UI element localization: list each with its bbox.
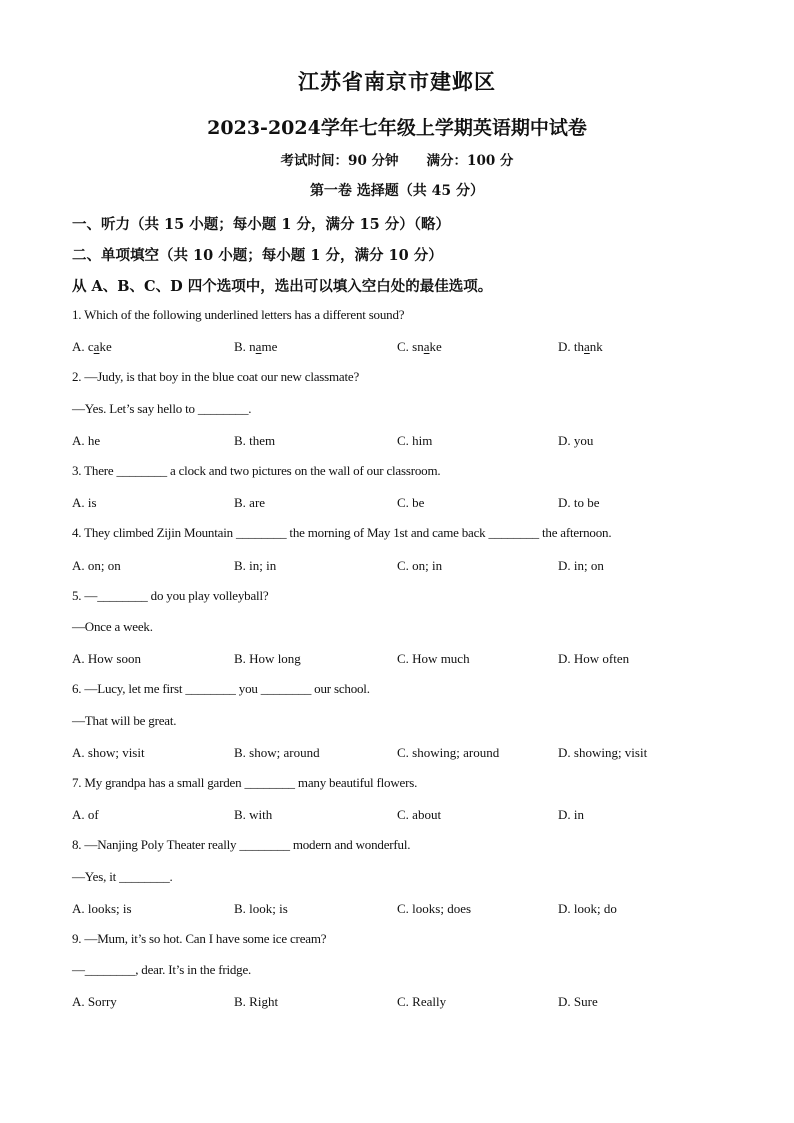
exam-title: 2023-2024学年七年级上学期英语期中试卷 xyxy=(207,117,587,139)
option-a[interactable]: A. he xyxy=(72,433,101,448)
options-row xyxy=(72,558,752,576)
options-row xyxy=(72,807,752,825)
option-d[interactable]: D. in xyxy=(558,807,584,822)
option-b[interactable]: B. name xyxy=(234,339,278,354)
option-d[interactable]: D. you xyxy=(558,433,594,448)
options-row xyxy=(72,745,752,763)
option-a[interactable]: A. looks; is xyxy=(72,901,132,916)
option-c[interactable]: C. about xyxy=(397,807,442,822)
option-b[interactable]: B. them xyxy=(234,433,276,448)
question-stem: 9. —Mum, it’s so hot. Can I have some ice cream? xyxy=(72,931,327,946)
options-row xyxy=(72,651,752,669)
question-stem: 6. —Lucy, let me first ________ you ________ our school. xyxy=(72,681,370,696)
option-a[interactable]: A. Sorry xyxy=(72,994,117,1009)
option-c[interactable]: C. snake xyxy=(397,339,442,354)
option-c[interactable]: C. looks; does xyxy=(397,901,472,916)
exam-score: 满分：100 分 xyxy=(426,153,514,169)
question-dialogue-line: —Once a week. xyxy=(72,619,153,634)
option-a[interactable]: A. cake xyxy=(72,339,112,354)
underlined-letter: a xyxy=(584,339,590,354)
option-d[interactable]: D. showing; visit xyxy=(558,745,648,760)
exam-region-title: 江苏省南京市建邺区 xyxy=(298,69,496,94)
option-d[interactable]: D. to be xyxy=(558,495,600,510)
underlined-letter: a xyxy=(93,339,100,354)
option-b[interactable]: B. Right xyxy=(234,994,279,1009)
question-stem: 8. —Nanjing Poly Theater really ________ modern and wonderful. xyxy=(72,837,411,852)
question-dialogue-line: —________, dear. It’s in the fridge. xyxy=(72,962,252,977)
question-dialogue-line: —Yes, it ________. xyxy=(72,869,173,884)
option-c[interactable]: C. on; in xyxy=(397,558,443,573)
question-dialogue-line: —That will be great. xyxy=(72,713,177,728)
option-b[interactable]: B. are xyxy=(234,495,266,510)
question-dialogue-line: —Yes. Let’s say hello to ________. xyxy=(72,401,252,416)
option-a[interactable]: A. is xyxy=(72,495,97,510)
option-d[interactable]: D. in; on xyxy=(558,558,604,573)
option-a[interactable]: A. show; visit xyxy=(72,745,145,760)
section-listening: 一、听力（共 15 小题；每小题 1 分，满分 15 分）（略） xyxy=(72,216,450,233)
options-row xyxy=(72,495,752,513)
option-b[interactable]: B. in; in xyxy=(234,558,277,573)
options-row xyxy=(72,339,752,357)
section-instruction: 从 A、B、C、D 四个选项中，选出可以填入空白处的最佳选项。 xyxy=(72,278,493,295)
option-c[interactable]: C. How much xyxy=(397,651,470,666)
option-d[interactable]: D. look; do xyxy=(558,901,617,916)
underlined-letter: a xyxy=(255,339,262,354)
option-b[interactable]: B. show; around xyxy=(234,745,320,760)
option-b[interactable]: B. with xyxy=(234,807,273,822)
option-c[interactable]: C. be xyxy=(397,495,425,510)
question-stem: 1. Which of the following underlined letters has a different sound? xyxy=(72,307,405,322)
option-d[interactable]: D. Sure xyxy=(558,994,598,1009)
exam-meta xyxy=(0,149,794,169)
question-stem: 2. —Judy, is that boy in the blue coat our new classmate? xyxy=(72,369,360,384)
option-c[interactable]: C. him xyxy=(397,433,433,448)
options-row xyxy=(72,994,752,1012)
exam-time: 考试时间：90 分钟 xyxy=(280,153,399,169)
option-a[interactable]: A. How soon xyxy=(72,651,141,666)
option-d[interactable]: D. How often xyxy=(558,651,630,666)
options-row xyxy=(72,901,752,919)
question-stem: 3. There ________ a clock and two pictures on the wall of our classroom. xyxy=(72,463,441,478)
option-c[interactable]: C. Really xyxy=(397,994,447,1009)
options-row xyxy=(72,433,752,451)
option-b[interactable]: B. look; is xyxy=(234,901,288,916)
question-stem: 4. They climbed Zijin Mountain ________ the morning of May 1st and came back ________ the afternoon. xyxy=(72,525,612,540)
option-c[interactable]: C. showing; around xyxy=(397,745,500,760)
option-a[interactable]: A. of xyxy=(72,807,99,822)
section-single-choice: 二、单项填空（共 10 小题；每小题 1 分，满分 10 分） xyxy=(72,247,443,264)
question-stem: 7. My grandpa has a small garden ________ many beautiful flowers. xyxy=(72,775,418,790)
option-a[interactable]: A. on; on xyxy=(72,558,121,573)
option-b[interactable]: B. How long xyxy=(234,651,301,666)
part-heading: 第一卷 选择题（共 45 分） xyxy=(309,183,485,199)
option-d[interactable]: D. thank xyxy=(558,339,603,354)
question-stem: 5. —________ do you play volleyball? xyxy=(72,588,269,603)
underlined-letter: a xyxy=(423,339,430,354)
